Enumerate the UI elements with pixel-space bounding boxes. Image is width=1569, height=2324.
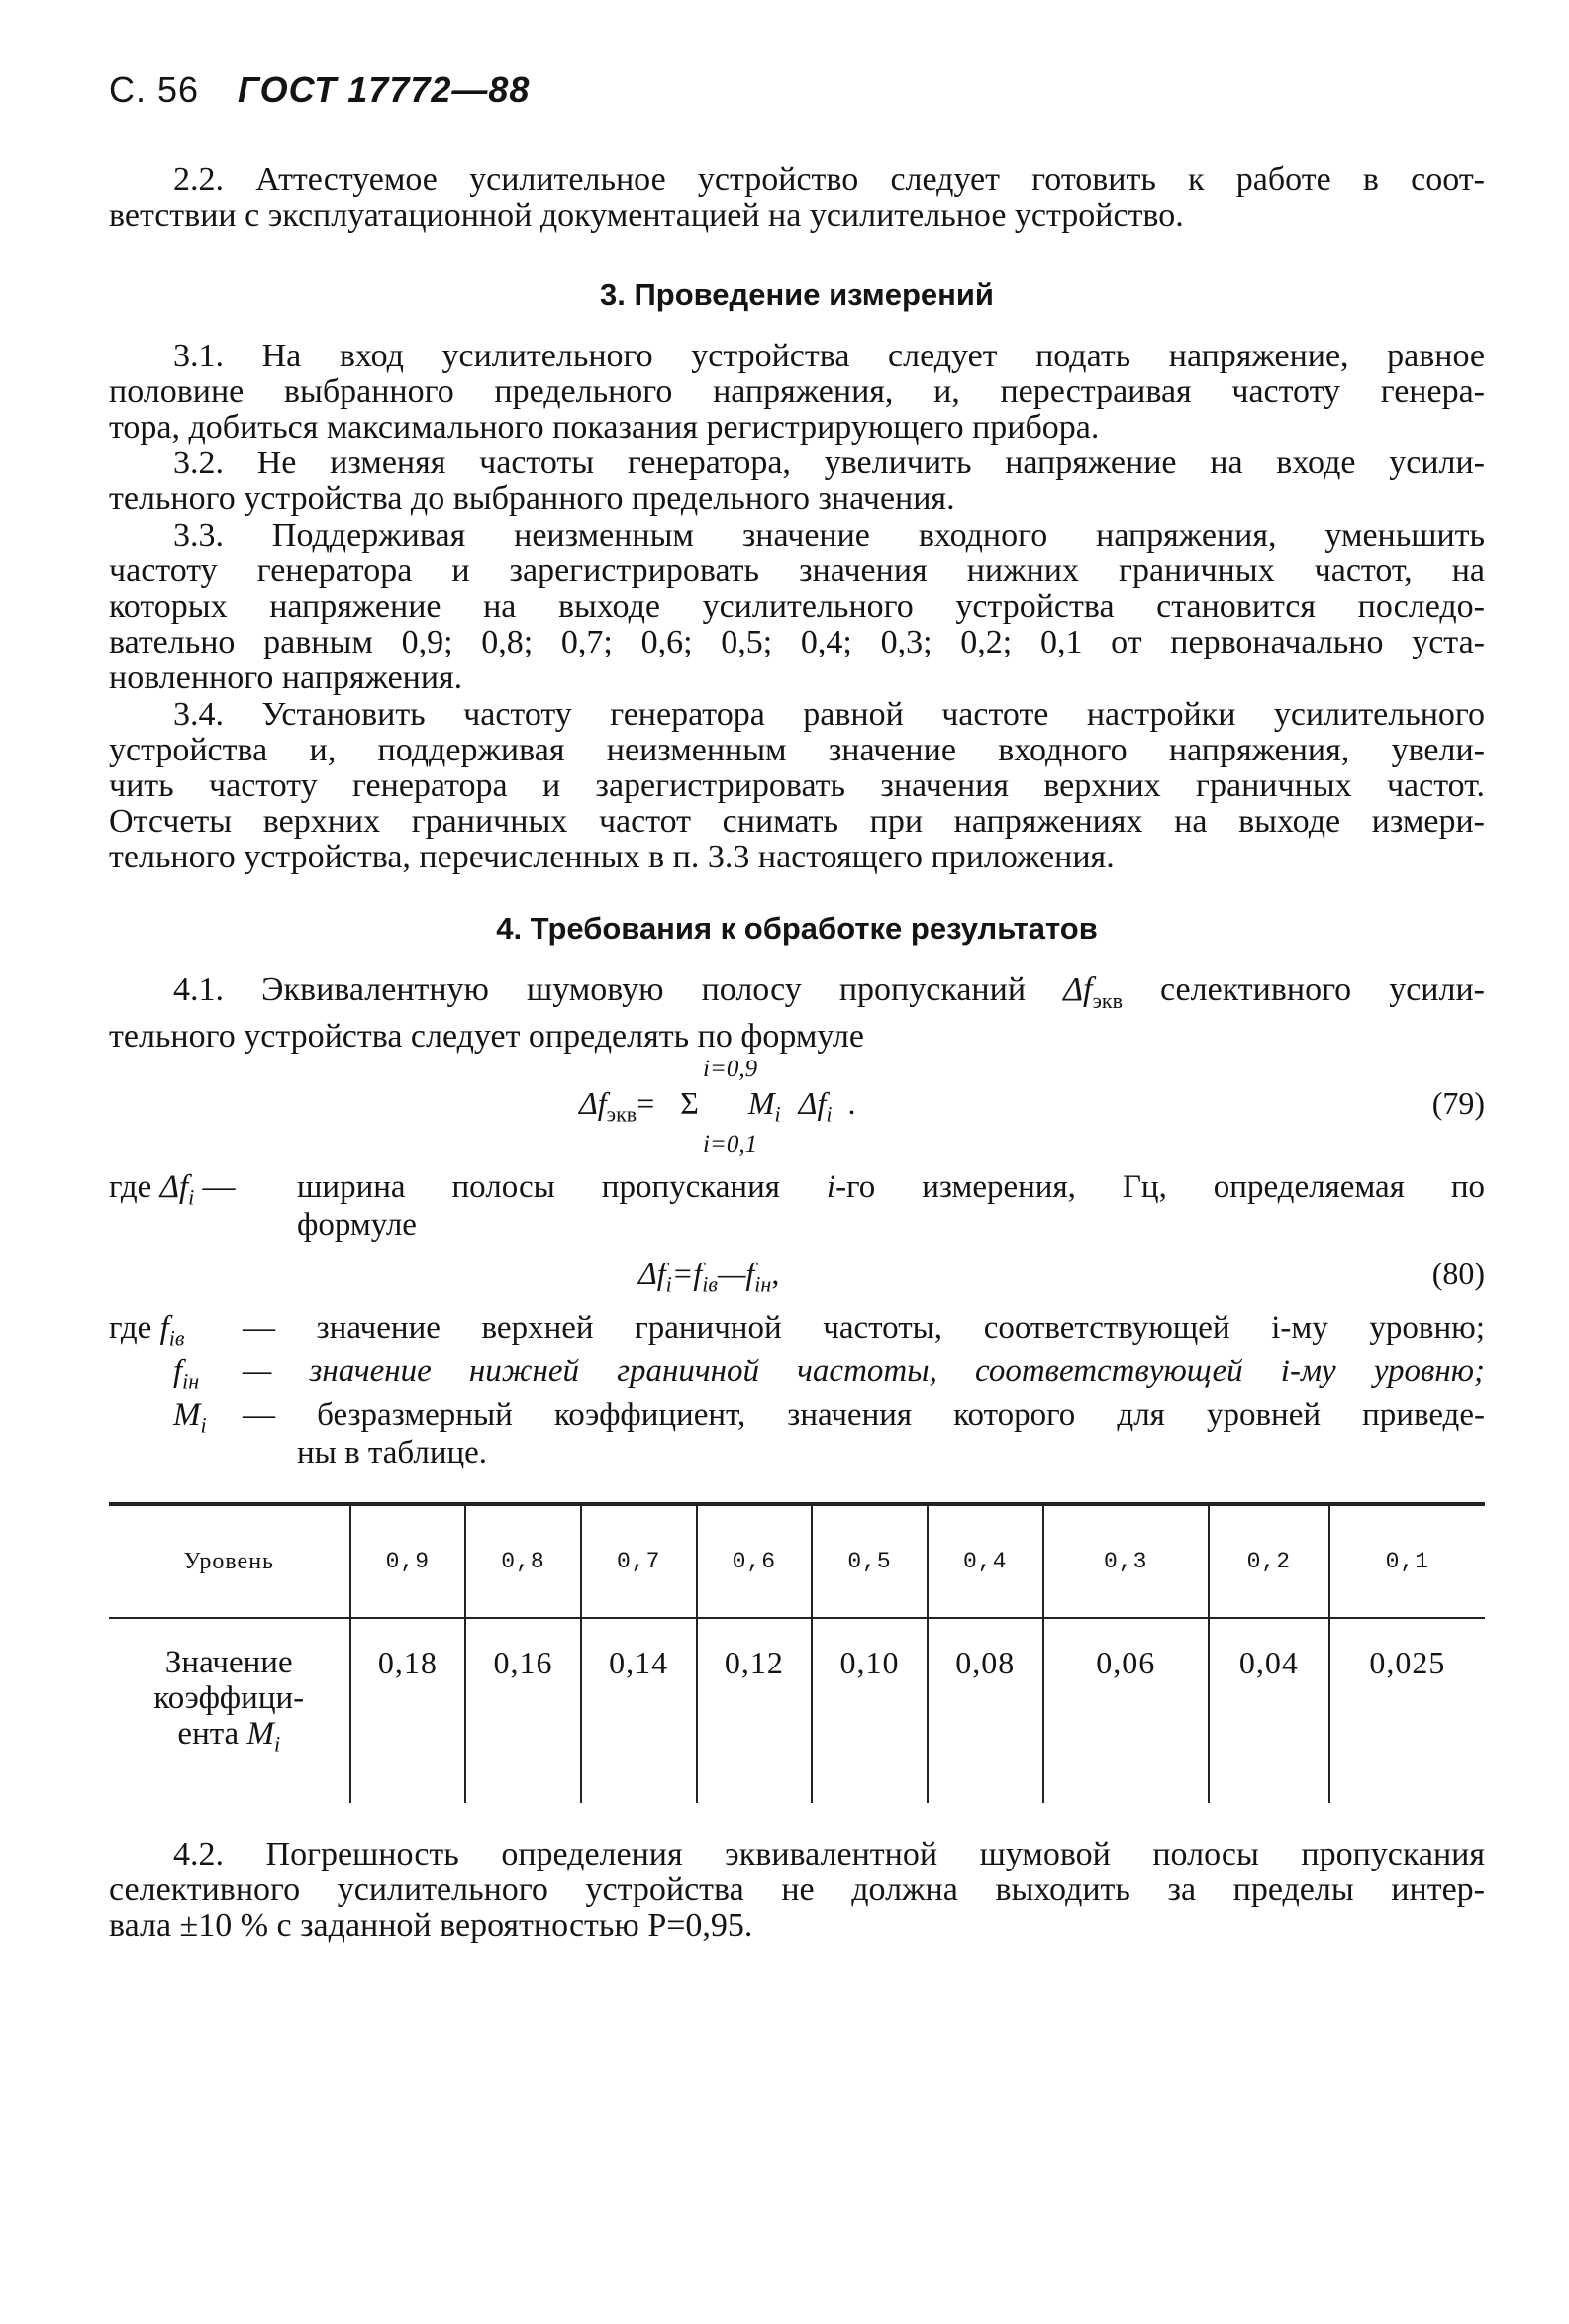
formula-symbol: f xyxy=(173,1354,183,1389)
table-header-cell: 0,6 xyxy=(697,1504,813,1618)
definition-text xyxy=(297,1168,1485,1206)
text-line: 2.2. Аттестуемое усилительное устройство следует готовить к работе в соот- xyxy=(173,161,1485,198)
table-header-cell: 0,9 xyxy=(350,1504,466,1618)
table-header-cell: 0,2 xyxy=(1209,1504,1329,1618)
table-cell: 0,04 xyxy=(1209,1618,1329,1803)
definition-row xyxy=(109,1353,1485,1394)
text-line: коэффици- xyxy=(153,1680,305,1716)
definition-text: — безразмерный коэффициент, значения которого для уровней приведе- xyxy=(243,1397,1485,1433)
formula-symbol: Δf xyxy=(798,1085,827,1121)
table-cell: 0,18 xyxy=(350,1618,466,1803)
text-line: вала ±10 % с заданной вероятностью P=0,95. xyxy=(109,1907,753,1944)
paragraph-4-1 xyxy=(109,972,1485,1055)
text-line: устройства и, поддерживая неизменным значение входного напряжения, увели- xyxy=(109,732,1485,768)
sum-lower-limit: i=0,1 xyxy=(703,1131,758,1158)
standard-title: ГОСТ 17772—88 xyxy=(238,69,531,110)
page-header xyxy=(109,69,530,111)
text-line: 3.2. Не изменяя частоты генератора, увеличить напряжение на входе усили- xyxy=(173,445,1485,481)
text-fragment: 4.1. Эквивалентную шумовую полосу пропусканий xyxy=(173,971,1027,1008)
equation-number: (80) xyxy=(1431,1256,1485,1291)
text-line: частоту генератора и зарегистрировать значения нижних граничных частот, на xyxy=(109,553,1485,589)
text-line: 3.4. Установить частоту генератора равной частоте настройки усилительного xyxy=(173,696,1485,733)
table-cell: 0,14 xyxy=(581,1618,697,1803)
where-word: где xyxy=(109,1310,152,1346)
paragraph-2-2 xyxy=(109,162,1485,234)
text-line: 3.3. Поддерживая неизменным значение входного напряжения, уменьшить xyxy=(173,517,1485,554)
subscript: iн xyxy=(182,1368,200,1394)
text-line: тора, добиться максимального показания регистрирующего прибора. xyxy=(109,409,1100,446)
text-fragment: -го измерения, Гц, определяемая по xyxy=(835,1169,1485,1205)
paragraph-3-3 xyxy=(109,518,1485,696)
text-line: половине выбранного предельного напряжения, и, перестраивая частоту генера- xyxy=(109,373,1485,410)
formula-80-body xyxy=(638,1256,779,1297)
formula-symbol: M xyxy=(246,1716,274,1752)
subscript: i xyxy=(200,1412,207,1438)
table-cell: 0,10 xyxy=(812,1618,928,1803)
definition-text: — значение верхней граничной частоты, соответствующей i-му уровню; xyxy=(243,1310,1485,1346)
definition-row xyxy=(109,1434,1485,1471)
text-line: Отсчеты верхних граничных частот снимать при напряжениях на выходе измери- xyxy=(109,803,1485,840)
subscript: экв xyxy=(1092,987,1123,1013)
text-line: 4.2. Погрешность определения эквивалентной шумовой полосы пропускания xyxy=(173,1836,1485,1872)
paragraph-3-4 xyxy=(109,697,1485,875)
page-number: С. 56 xyxy=(109,69,200,110)
paragraph-4-2 xyxy=(109,1837,1485,1944)
text-line: тельного устройства, перечисленных в п. 3.3 настоящего приложения. xyxy=(109,839,1115,875)
definitions-list xyxy=(109,1309,1485,1471)
definition-symbol xyxy=(109,1309,184,1358)
subscript: i xyxy=(774,1101,781,1127)
text-line: которых напряжение на выходе усилительного устройства становится последо- xyxy=(109,588,1485,625)
text-line: чить частоту генератора и зарегистрировать значения верхних граничных частот. xyxy=(109,767,1485,804)
table-header-row xyxy=(109,1504,1485,1618)
section-4-heading: 4. Требования к обработке результатов xyxy=(496,911,1098,946)
table-header-cell: 0,4 xyxy=(928,1504,1043,1618)
subscript: iн xyxy=(754,1271,772,1297)
delta-f-symbol: Δf xyxy=(1063,971,1093,1008)
formula-symbol: M xyxy=(173,1397,201,1433)
formula-79-body xyxy=(579,1085,855,1127)
text-line: новленного напряжения. xyxy=(109,659,463,696)
formula-dot: . xyxy=(847,1085,856,1121)
text-line: 3.1. На вход усилительного устройства следует подать напряжение, равное xyxy=(173,338,1485,374)
table-header-cell: 0,1 xyxy=(1329,1504,1485,1618)
definition-row xyxy=(109,1309,1485,1351)
definition-text: — значение нижней граничной частоты, соответствующей i-му уровню; xyxy=(243,1354,1485,1389)
formula-symbol: =f xyxy=(671,1256,703,1291)
table-header-cell: 0,7 xyxy=(581,1504,697,1618)
paragraph-3-2 xyxy=(109,446,1485,517)
definition-delta-fi xyxy=(109,1168,1485,1244)
where-word: где xyxy=(109,1169,152,1205)
definition-row xyxy=(109,1168,1485,1210)
formula-comma: , xyxy=(771,1256,780,1291)
section-3-heading: 3. Проведение измерений xyxy=(600,277,994,312)
text-line: Значение xyxy=(164,1645,293,1680)
formula-symbol: Δf xyxy=(159,1169,189,1205)
coefficient-table xyxy=(109,1502,1485,1803)
text-line: ветствии с эксплуатационной документацией на усилительное устройство. xyxy=(109,197,1184,234)
table-cell: 0,06 xyxy=(1043,1618,1209,1803)
table-cell: 0,16 xyxy=(465,1618,581,1803)
subscript: i xyxy=(665,1271,672,1297)
table-header-cell: Уровень xyxy=(183,1548,274,1574)
formula-symbol: M xyxy=(747,1085,775,1121)
text-line: селективного усилительного устройства не должна выходить за пределы интер- xyxy=(109,1871,1485,1908)
sum-sign: Σ xyxy=(680,1085,699,1121)
table-cell: 0,025 xyxy=(1329,1618,1485,1803)
equals-sign: = xyxy=(637,1085,655,1121)
text-line xyxy=(109,1716,349,1763)
text-line xyxy=(109,972,1485,1019)
subscript: iв xyxy=(702,1271,718,1297)
table-header-cell: 0,3 xyxy=(1043,1504,1209,1618)
text-line: вательно равным 0,9; 0,8; 0,7; 0,6; 0,5; 0,4; 0,3; 0,2; 0,1 от первоначально уста- xyxy=(109,624,1485,660)
dash: — xyxy=(202,1169,236,1205)
table-row xyxy=(109,1618,1485,1803)
definition-symbol xyxy=(173,1353,199,1401)
text-fragment: селективного усили- xyxy=(1160,971,1485,1008)
subscript: i xyxy=(826,1101,833,1127)
text-line: тельного устройства следует определять по формуле xyxy=(109,1017,864,1055)
formula-symbol: f xyxy=(159,1310,169,1346)
text-fragment: ширина полосы пропускания xyxy=(297,1169,780,1205)
paragraph-3-1 xyxy=(109,339,1485,446)
definition-text: ны в таблице. xyxy=(297,1435,488,1470)
text-line: тельного устройства до выбранного предельного значения. xyxy=(109,480,955,517)
definition-row xyxy=(109,1396,1485,1438)
formula-symbol: —f xyxy=(717,1256,755,1291)
index-symbol: i xyxy=(826,1169,836,1205)
equation-number: (79) xyxy=(1431,1085,1485,1121)
formula-symbol: Δf xyxy=(579,1085,607,1121)
table-cell: 0,08 xyxy=(928,1618,1043,1803)
formula-symbol: Δf xyxy=(638,1256,666,1291)
table-header-cell: 0,8 xyxy=(465,1504,581,1618)
sum-upper-limit: i=0,9 xyxy=(703,1056,758,1082)
subscript: i xyxy=(273,1731,281,1757)
definition-text: формуле xyxy=(297,1207,417,1243)
subscript: i xyxy=(188,1184,195,1210)
table-header-cell: 0,5 xyxy=(812,1504,928,1618)
subscript: экв xyxy=(606,1101,637,1127)
table-row-label xyxy=(109,1618,350,1803)
subscript: iв xyxy=(168,1325,185,1351)
text-fragment: ента xyxy=(177,1716,240,1752)
table-cell: 0,12 xyxy=(697,1618,813,1803)
definition-row xyxy=(109,1206,1485,1244)
